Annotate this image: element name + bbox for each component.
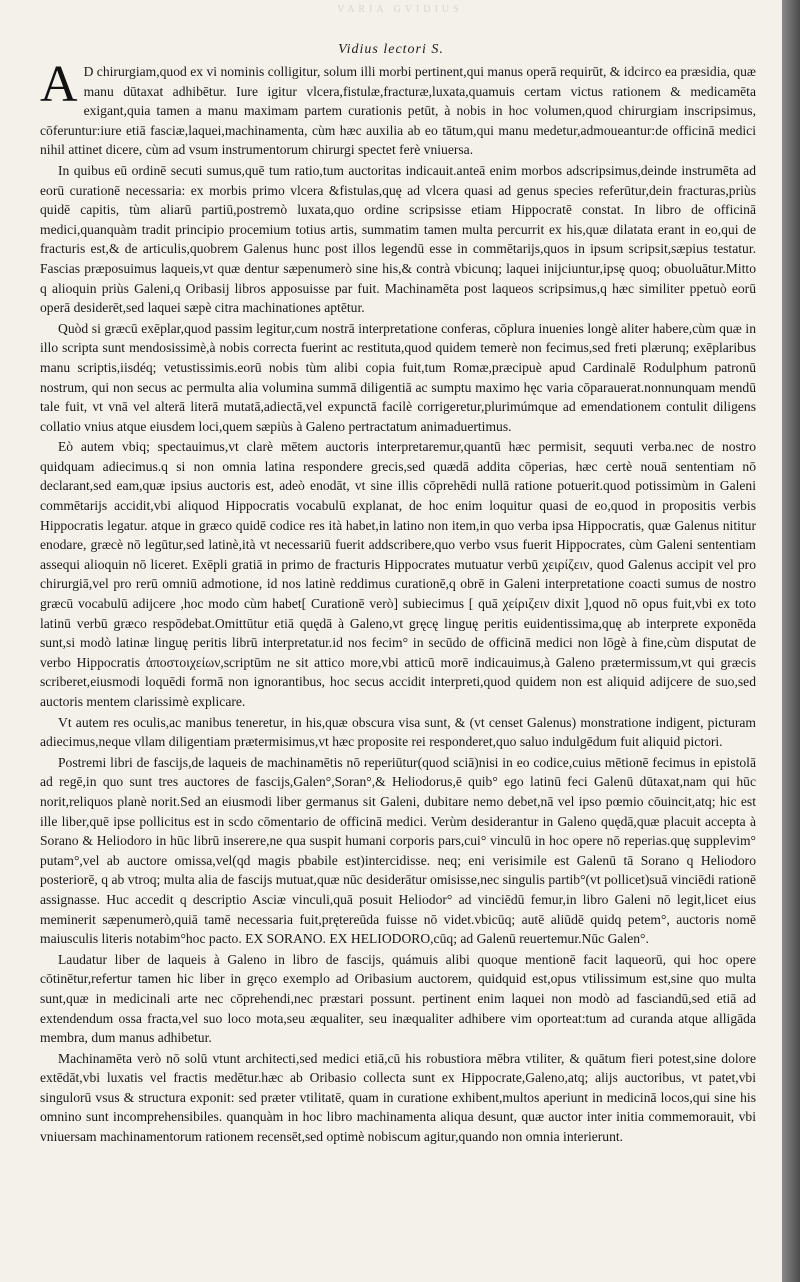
paragraph-3: Quòd si græcū exēplar,quod passim legitur,cum nostrā interpretatione conferas, cōplura inuenies longè aliter habere,cùm quæ in illo scripta sunt mendosissimè,à nobis correcta fuerint ac restituta,quod quidem temerè non fecimus,sed freti plærunq; exēplaribus manu scriptis,iisdéq; vetustissimis.eorū nobis tùm alibi copia fuit,tum Romæ,præcipuè apud Cardinalē Rodulphum patronū nostrum, qui non secus ac permulta alia volumina summā diligentiā ac sumptu maximo hęc varia cōparauerat.nonnunquam mendū tale fuit, vt vnā vel alterā literā mutatā,adiectā,vel expunctā facilè corrigeretur,plurimúmque ad emendationem contulit diligens collatio vnius atque eiusdem loci,quem sæpiùs à Galeno pertractatum animaduertimus. xyxy=(40,320,756,434)
drop-cap-initial: A xyxy=(40,56,78,113)
paragraph-4: Eò autem vbiq; spectauimus,vt clarè mētem auctoris interpretaremur,quantū hæc permisit, sequuti verba.nec de nostro quidquam adiecimus.q si non omnia latina respondere grecis,sed quædā addita cōperias, hæc certè nouā sententiam nō declarant,sed eam,quæ ipsius auctoris est, adeò enodāt, vt sine illis cōprehēdi nullā ratione potuerit.quod potissimùm in Galeni commētarijs accidit,vbi aliquod Hippocratis vocabulū explanat, de hoc enim loquitur quasi de eo,quod in propositis verbis Hippocratis legatur. atque in græco quidē codice res ità habet,in latino non item,in quo verba ipsa Hippocratis, quæ Galenus nititur enodare, græcè nō legūtur,sed latinè,ità vt necessariū fuerit addscribere,quo verbo vsus fuerit Hippocrates, cùm Galeni sententiam assequi alioquin nō liceret. Exēpli gratiā in primo de fracturis Hippocrates mutuatur verbū χειρίζειν, quod Galenus accipit vel pro chirurgiā,vel pro rerū omniū admotione, id nos latinè reddimus curationē,q obrē in Galeni interpretatione coacti sumus de nostro græcū vocabulū adijcere ,hoc modo cùm habet[ Curationē verò] subiecimus [ quā χείριζειν dixit ],quod nō opus fuit,vbi ex toto latinū verbū græco respōdebat.Omittūtur etiā quędā à Galeno,vt gręcę linguę peritis euidentissima,quę ab interprete exponēda sunt,si modò latinæ linguę peritis librū interpretatur.id nos fecim° in secūdo de officinā medici non lōgè à fine,cùm disputat de verbo Hippocratis ἀποστοιχείων,scriptūm ne sit attico more,vbi atticū morē indicauimus,à Galeno prætermissum,vt qui græcis scriberet,eiusmodi loquēdi formā non ignorantibus, hoc secus accidit interpreti,quod quidem non est aliquid adijcere de suo,sed auctoris mentem clarissimè explicare. xyxy=(40,439,756,709)
paragraph-1 xyxy=(40,56,756,160)
paragraph-7: Laudatur liber de laqueis à Galeno in libro de fascijs, quámuis alibi quoque mentionē facit laqueorū, qui hoc opere cōtinētur,refertur tamen hic liber in gręco exemplo ad Oribasium auctorem, quidquid est,opus vtilissimum est,sine quo multa sunt,quæ in medicinali arte nec cōprehendi,nec præstari possunt. pertinent enim laquei non modò ad fasciandū,sed etiā ad extendendum ossa fracta,vel suo loco mota,seu æqualiter, seu inæqualiter adhibere vim oporteat:tum ad curanda atque alligāda membra, dum manus adhibetur. xyxy=(40,951,756,1046)
paragraph-5: Vt autem res oculis,ac manibus teneretur, in his,quæ obscura visa sunt, & (vt censet Galenus) monstratione indigent, picturam adiecimus,neque vllam diligentiam prætermisimus,vt hæc proposite rei responderet,quo saluo indulgēdum fuit aliquid pictori. xyxy=(40,714,756,750)
body-text xyxy=(40,56,756,1148)
paragraph-8: Machinamēta verò nō solū vtunt architecti,sed medici etiā,cū his robustiora mēbra vtiliter, & quātum fieri potest,sine dolore extēdāt,vbi luxatis vel fractis medētur.hæc ab Oribasio collecta sunt ex Hippocrate,Galeno,atq; alijs auctoribus, vt patet,vbi singulorū vsus & structura exponit: sed præter vtilitatē, quam in curatione exhibent,multos aperiunt in medicinā locos,qui sine his omnino sunt incomprehensibiles. quanquàm in hoc libro machinamenta aliqua desunt, quæ auctor inter initia commemorauit, vbi vniuersam machinamentorum rationem recensēt,sed optimè nobiscum agitur,quando non omnia interierunt. xyxy=(40,1050,756,1145)
paragraph-6: Postremi libri de fascijs,de laqueis de machinamētis nō reperiūtur(quod sciā)nisi in eo codice,cuius mētionē fecimus in epistolā ad regē,in quo sunt tres auctores de fascijs,Galen°,Soran°,& Heliodorus,ē quib° ego latinū feci Galenū dūtaxat,nam qui hūc norit,reliquos planè norit.Sed an eiusmodi liber germanus sit Galeni, dubitare nemo debet,nā vel ipso pœmio cōuincit,atq; hic est ille liber,quē ipse pollicitus est in scdo cōmentario de officinā medici. Verùm desiderantur in Galeno quędā,quæ placuit accepta à Sorano & Heliodoro in hūc librū inserere,ne qua suspit humani corporis pars,cui° vinculū in hoc opere nō reperias.quę supplevim° putam°,vel ab auctore omissa,vel(qd magis pbabile est)intercidisse. neq; eni verisimile est Galenū tā Sorano q Heliodoro posteriorē, q ab vtroq; multa alia de fascijs mutuat,quæ nūc desiderātur omisisse,nec singulis partib°(vt pollicet)suā vinciēdi rationē assignasse. Huc accedit q descriptio Asciæ vinculi,quā posuit Heliodor° ad vinciēdū femur,in libro Galeni nō legit,licet eius meminerit sæpenumerò,quiā tamē necessaria fuit,prętereūda fuisse nō videt.vbicūq; autē aliūdē quidq petem°, auctoris nomē maiusculis literis notabim°hoc pacto. EX SORANO. EX HELIODORO,cūq; ad Galenū reuertemur.Nūc Galen°. xyxy=(40,754,756,947)
running-head: Vidius lectori S. xyxy=(338,42,444,57)
binding-gutter xyxy=(782,0,800,1282)
paragraph-1-text: D chirurgiam,quod ex vi nominis colligitur, solum illi morbi pertinent,qui manus operā requirūt, & idcirco ea præsidia, quæ manu dūtaxat adhibētur. Iure igitur vlcera,fistulæ,fracturæ,luxata,quamuis certam victus rationem & medicamēta exigant,quia tamen a manu maximam partem curationis petūt, à nobis in hoc volumen,quod chirurgiam inscripsimus, cōferuntur:iure etiā fasciæ,laquei,machinamenta, cùm hæc auxilia ab eo tātum,qui manu medetur,admoueantur:de officinā medici nihil attinet dicere, cùm ad vsum instrumentorum chirurgi spectet ferè vniuersa. xyxy=(40,64,756,158)
paragraph-2: In quibus eū ordinē secuti sumus,quē tum ratio,tum auctoritas indicauit.anteā enim morbos adscripsimus,deinde instrumēta ad eorū curationē necessaria: ex morbis primo vlcera &fistulas,quę ad vlcera quasi ad genus species referūtur,dein fracturas,priùs quidē capitis, tùm aliarū partiū,postremò luxata,quo ordine scripsisse etiam Hippocratē constat. In libro de officinā medici,quanquàm tradit principio procemium totius artis, summatim tamen multa percurrit ex his,quæ dilatata erant in eo,qui de fracturis est,& de articulis,quobrem Galenus hunc post illos legendū esse in commētarijs,quos in ipsum scripsit,sæpius testatur. Fascias præposuimus laqueis,vt quæ dentur sæpenumerò sine his,& contrà vbicunq; laquei inijciuntur,ipsę quoq; obuoluātur.Mitto q alioquin priùs Galeni,q Oribasij libros apposuisse par fuit. Machinamēta post laqueos scripsimus,q hæc similiter ppetuò eorū operā desiderēt,sed laquei sæpè citra machinationes aptētur. xyxy=(40,162,756,316)
bleed-through-header: VARIA GVIDIUS xyxy=(337,4,463,15)
